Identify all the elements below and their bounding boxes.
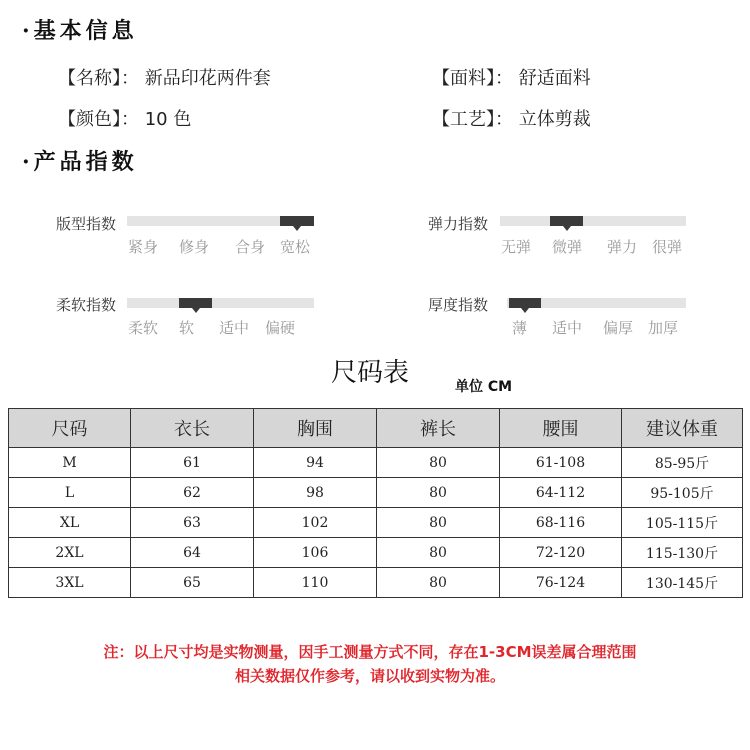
size-table: [8, 408, 743, 598]
table-cell: 105-115斤: [622, 508, 743, 538]
header-waist: 腰围: [500, 409, 622, 448]
fit-scale-label: 宽松: [280, 238, 311, 256]
size-chart-title: 尺码表: [330, 358, 409, 388]
thickness-index-label: 厚度指数: [428, 296, 489, 314]
thickness-index-bar: [507, 298, 686, 308]
table-row: [9, 448, 743, 478]
fit-index-bar: [127, 216, 314, 226]
softness-index-bar: [127, 298, 314, 308]
bullet-dot: ·: [22, 18, 30, 44]
table-cell: L: [9, 478, 131, 508]
table-cell: XL: [9, 508, 131, 538]
table-cell: 61-108: [500, 448, 622, 478]
product-index-heading: [22, 145, 138, 176]
table-cell: M: [9, 448, 131, 478]
table-cell: 62: [131, 478, 254, 508]
table-cell: 72-120: [500, 538, 622, 568]
thickness-scale-label: 加厚: [648, 319, 679, 337]
thickness-index-marker: [509, 298, 541, 308]
table-cell: 80: [377, 538, 500, 568]
table-cell: 3XL: [9, 568, 131, 598]
table-cell: 76-124: [500, 568, 622, 598]
header-weight: 建议体重: [622, 409, 743, 448]
table-cell: 63: [131, 508, 254, 538]
table-cell: 98: [254, 478, 377, 508]
table-cell: 130-145斤: [622, 568, 743, 598]
table-cell: 102: [254, 508, 377, 538]
info-color: 【颜色】： 10 色: [58, 109, 192, 130]
table-cell: 2XL: [9, 538, 131, 568]
bullet-dot: ·: [22, 149, 30, 175]
table-cell: 80: [377, 568, 500, 598]
table-row: [9, 478, 743, 508]
table-cell: 95-105斤: [622, 478, 743, 508]
thickness-scale-label: 适中: [552, 319, 583, 337]
info-fabric: 【面料】： 舒适面料: [432, 68, 591, 89]
stretch-scale-label: 微弹: [552, 238, 583, 256]
basic-info-title: 基本信息: [33, 18, 138, 44]
table-cell: 68-116: [500, 508, 622, 538]
fit-index-marker: [280, 216, 314, 226]
table-cell: 80: [377, 448, 500, 478]
info-name: 【名称】： 新品印花两件套: [58, 68, 271, 89]
stretch-index-label: 弹力指数: [428, 215, 489, 233]
table-cell: 80: [377, 508, 500, 538]
thickness-scale-label: 偏厚: [603, 319, 634, 337]
info-craft: 【工艺】： 立体剪裁: [432, 109, 591, 130]
stretch-scale-label: 无弹: [501, 238, 532, 256]
table-cell: 94: [254, 448, 377, 478]
table-cell: 115-130斤: [622, 538, 743, 568]
fit-index-label: 版型指数: [56, 215, 117, 233]
fit-scale-label: 合身: [235, 238, 266, 256]
table-cell: 64: [131, 538, 254, 568]
table-cell: 106: [254, 538, 377, 568]
fit-scale-label: 紧身: [128, 238, 159, 256]
basic-info-heading: [22, 14, 138, 45]
table-cell: 64-112: [500, 478, 622, 508]
softness-scale-label: 软: [179, 319, 195, 337]
table-row: [9, 538, 743, 568]
table-row: [9, 568, 743, 598]
table-cell: 110: [254, 568, 377, 598]
measurement-note: 注：以上尺寸均是实物测量，因手工测量方式不同，存在1-3CM误差属合理范围: [103, 643, 637, 661]
header-length: 衣长: [131, 409, 254, 448]
fit-scale-label: 修身: [179, 238, 210, 256]
softness-scale-label: 适中: [219, 319, 250, 337]
softness-index-marker: [179, 298, 212, 308]
stretch-scale-label: 很弹: [652, 238, 683, 256]
unit-label: 单位 CM: [455, 379, 513, 395]
table-row: [9, 508, 743, 538]
header-chest: 胸围: [254, 409, 377, 448]
reference-note: 相关数据仅作参考，请以收到实物为准。: [234, 667, 505, 685]
product-index-title: 产品指数: [33, 149, 138, 175]
softness-index-label: 柔软指数: [56, 296, 117, 314]
table-cell: 65: [131, 568, 254, 598]
stretch-index-bar: [500, 216, 686, 226]
header-size: 尺码: [9, 409, 131, 448]
header-pants-length: 裤长: [377, 409, 500, 448]
softness-scale-label: 偏硬: [265, 319, 296, 337]
table-cell: 80: [377, 478, 500, 508]
table-cell: 61: [131, 448, 254, 478]
thickness-scale-label: 薄: [512, 319, 528, 337]
stretch-scale-label: 弹力: [607, 238, 638, 256]
table-header-row: [9, 409, 743, 448]
stretch-index-marker: [550, 216, 583, 226]
softness-scale-label: 柔软: [128, 319, 159, 337]
table-cell: 85-95斤: [622, 448, 743, 478]
